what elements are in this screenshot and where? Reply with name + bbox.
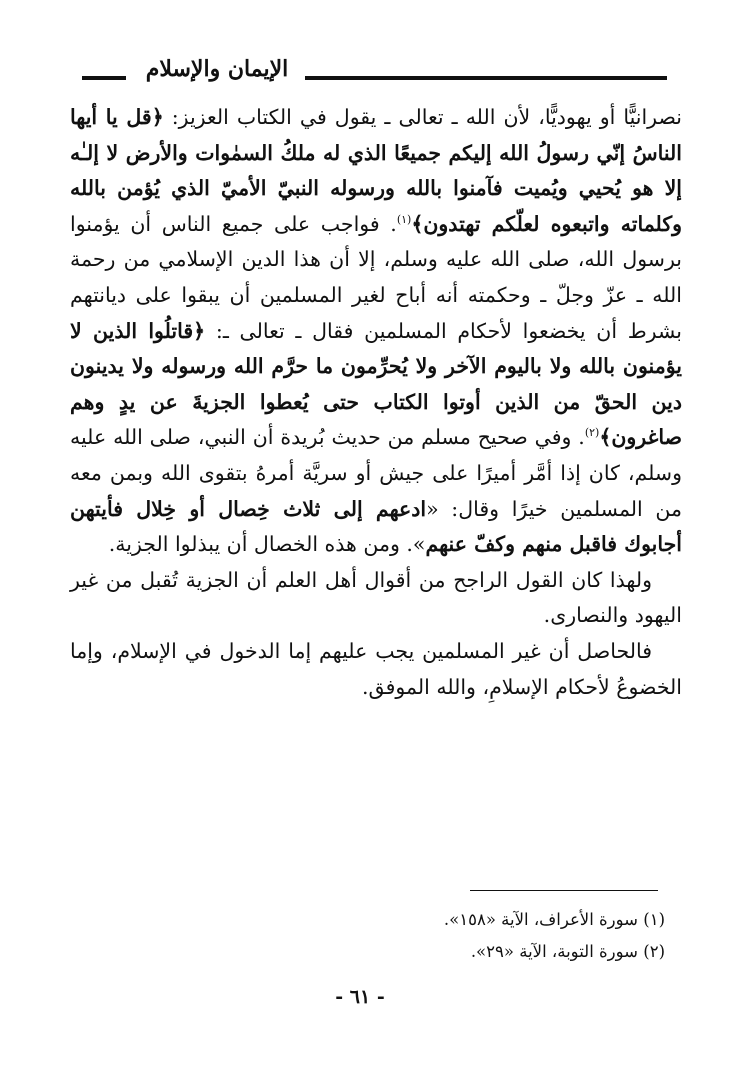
text-run: . وفي صحيح مسلم من حديث بُريدة أن النبي، صلى الله عليه وسلم، كان إذا أمَّر أميرًا على جيش أو سريَّة أمرهُ بتقوى الله وبمن معه من المسلمين خيرًا وقال: «: [70, 425, 682, 521]
footnotes: [120, 904, 665, 968]
footnote-separator: [470, 890, 658, 891]
main-text: [70, 100, 682, 705]
footnote-text: سورة الأعراف، الآية «١٥٨».: [443, 910, 638, 929]
paragraph-1: [70, 100, 682, 563]
paragraph-2: ولهذا كان القول الراجح من أقوال أهل العلم أن الجزية تُقبل من غير اليهود والنصارى.: [70, 567, 682, 628]
footnote-text: سورة التوبة، الآية «٢٩».: [470, 942, 638, 961]
text-run: نصرانيًّا أو يهوديًّا، لأن الله ـ تعالى ـ يقول في الكتاب العزيز:: [163, 105, 682, 129]
paragraph-3: فالحاصل أن غير المسلمين يجب عليهم إما الدخول في الإسلام، وإما الخضوعُ لأحكام الإسلامِ، والله الموفق.: [70, 638, 682, 699]
quoted-text: ادعهم إلى ثلاث خِصال أو خِلال فأيتهن أجابوك فاقبل منهم وكفّ عنهم: [70, 496, 682, 557]
footnote-2: [120, 936, 665, 968]
quoted-text: ﴿قاتلُوا الذين لا يؤمنون بالله ولا باليوم الآخر ولا يُحرِّمون ما حرَّم الله ورسوله ولا يدينون دين الحقّ من الذين أوتوا الكتاب حتى يُعطوا الجزيةَ عن يدٍ وهم صاغرون﴾: [70, 318, 682, 450]
page-number: - ٦١ -: [335, 986, 385, 1008]
footnote-number: (١): [643, 910, 665, 929]
quoted-text: ﴿قل يا أيها الناسُ إنّي رسولُ الله إليكم جميعًا الذي له ملكُ السمٰوات والأرض لا إلـٰه إلا هو يُحيي ويُميت فآمنوا بالله ورسوله النبيّ الأميّ الذي يُؤمن بالله وكلماته واتبعوه لعلّكم تهتدون﴾: [70, 105, 683, 236]
header-rule-right: [305, 76, 667, 80]
text-run: . فواجب على جميع الناس أن يؤمنوا برسول الله، صلى الله عليه وسلم، إلا أن هذا الدين الإسلامي من رحمة الله ـ عزّ وجلّ ـ وحكمته أنه أباح لغير المسلمين أن يبقوا على ديانتهم بشرط أن يخضعوا لأحكام المسلمين فقال ـ تعالى ـ:: [70, 211, 682, 343]
footnote-reference: (٢): [584, 426, 600, 440]
footnote-number: (٢): [643, 942, 665, 961]
footnote-reference: (١): [396, 212, 412, 226]
header-rule-left: [82, 76, 126, 80]
footnote-1: [120, 904, 665, 936]
running-header-title: الإيمان والإسلام: [145, 56, 289, 82]
text-run: ». ومن هذه الخصال أن يبذلوا الجزية.: [108, 532, 426, 557]
